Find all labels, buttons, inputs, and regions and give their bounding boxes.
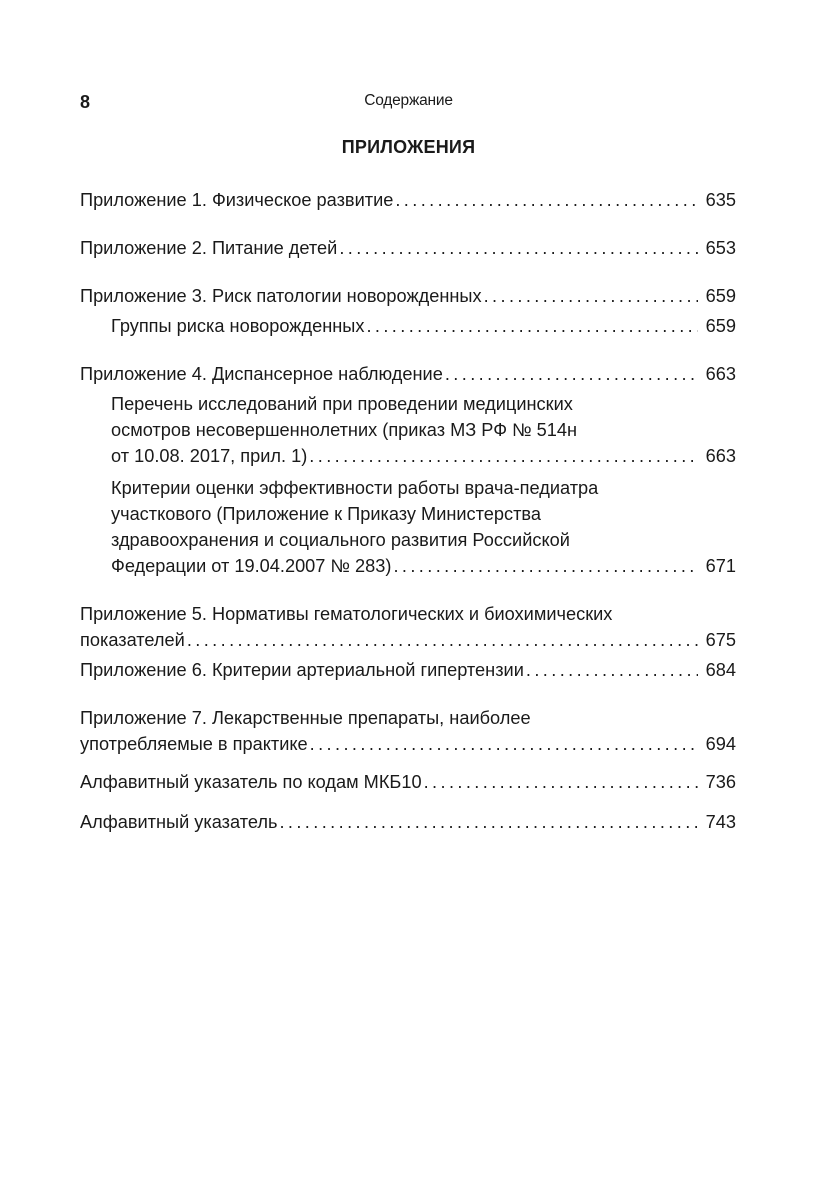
toc-entry-title: Алфавитный указатель bbox=[80, 812, 278, 832]
toc-entry-title-line: участкового (Приложение к Приказу Министерства bbox=[111, 504, 542, 524]
dot-leader bbox=[424, 769, 698, 795]
toc-entry-pediatrician-criteria[interactable] bbox=[80, 475, 736, 579]
toc-entry-title: Группы риска новорожденных bbox=[111, 316, 365, 336]
toc-page-number: 659 bbox=[705, 316, 736, 336]
page-number: 8 bbox=[80, 92, 91, 112]
dot-leader bbox=[279, 809, 698, 835]
dot-leader bbox=[187, 627, 698, 653]
running-header: Содержание bbox=[364, 92, 453, 109]
dot-leader bbox=[366, 313, 698, 339]
toc-entry-alphabetical-index[interactable] bbox=[80, 809, 736, 835]
toc-entry-title-line: осмотров несовершеннолетних (приказ МЗ РФ № 514н bbox=[111, 420, 578, 440]
dot-leader bbox=[309, 443, 698, 469]
toc-page-number: 663 bbox=[705, 364, 736, 384]
dot-leader bbox=[484, 283, 698, 309]
toc-entry-title: Приложение 6. Критерии артериальной гипертензии bbox=[80, 660, 524, 680]
dot-leader bbox=[445, 361, 698, 387]
dot-leader bbox=[339, 235, 698, 261]
toc-page-number: 675 bbox=[705, 630, 736, 650]
toc-entry-appendix-7[interactable] bbox=[80, 705, 736, 757]
toc-entry-title: показателей bbox=[80, 630, 185, 650]
toc-page-number: 743 bbox=[705, 812, 736, 832]
toc-entry-appendix-1[interactable] bbox=[80, 187, 736, 213]
toc-page-number: 653 bbox=[705, 238, 736, 258]
toc-entry-appendix-2[interactable] bbox=[80, 235, 736, 261]
toc-entry-appendix-4[interactable] bbox=[80, 361, 736, 387]
toc-entry-title: употребляемые в практике bbox=[80, 734, 308, 754]
toc-entry-title: Федерации от 19.04.2007 № 283) bbox=[111, 556, 392, 576]
toc-entry-title-line: Приложение 7. Лекарственные препараты, наиболее bbox=[80, 708, 531, 728]
toc-entry-examination-list[interactable] bbox=[80, 391, 736, 469]
toc-page-number: 671 bbox=[705, 556, 736, 576]
toc-page-number: 635 bbox=[705, 190, 736, 210]
dot-leader bbox=[310, 731, 698, 757]
section-title: ПРИЛОЖЕНИЯ bbox=[341, 137, 476, 157]
toc-entry-title: Алфавитный указатель по кодам МКБ10 bbox=[80, 772, 422, 792]
toc-entry-title-line: Перечень исследований при проведении медицинских bbox=[111, 394, 573, 414]
table-of-contents bbox=[80, 187, 736, 835]
toc-page-number: 684 bbox=[705, 660, 736, 680]
toc-entry-newborn-risk-groups[interactable] bbox=[80, 313, 736, 339]
toc-entry-title-line: здравоохранения и социального развития Российской bbox=[111, 530, 570, 550]
toc-entry-appendix-5[interactable] bbox=[80, 601, 736, 653]
toc-entry-title: Приложение 4. Диспансерное наблюдение bbox=[80, 364, 443, 384]
toc-entry-appendix-3[interactable] bbox=[80, 283, 736, 309]
toc-entry-title: Приложение 2. Питание детей bbox=[80, 238, 338, 258]
dot-leader bbox=[395, 187, 698, 213]
toc-entry-appendix-6[interactable] bbox=[80, 657, 736, 683]
toc-entry-title: Приложение 1. Физическое развитие bbox=[80, 190, 394, 210]
toc-page-number: 663 bbox=[705, 446, 736, 466]
toc-page-number: 659 bbox=[705, 286, 736, 306]
dot-leader bbox=[393, 553, 698, 579]
toc-entry-title: Приложение 3. Риск патологии новорожденных bbox=[80, 286, 482, 306]
toc-entry-title-line: Критерии оценки эффективности работы врача-педиатра bbox=[111, 478, 599, 498]
toc-entry-title-line: Приложение 5. Нормативы гематологических и биохимических bbox=[80, 604, 613, 624]
toc-entry-icd10-index[interactable] bbox=[80, 769, 736, 795]
toc-entry-title: от 10.08. 2017, прил. 1) bbox=[111, 446, 308, 466]
dot-leader bbox=[526, 657, 698, 683]
toc-page-number: 694 bbox=[705, 734, 736, 754]
toc-page-number: 736 bbox=[705, 772, 736, 792]
